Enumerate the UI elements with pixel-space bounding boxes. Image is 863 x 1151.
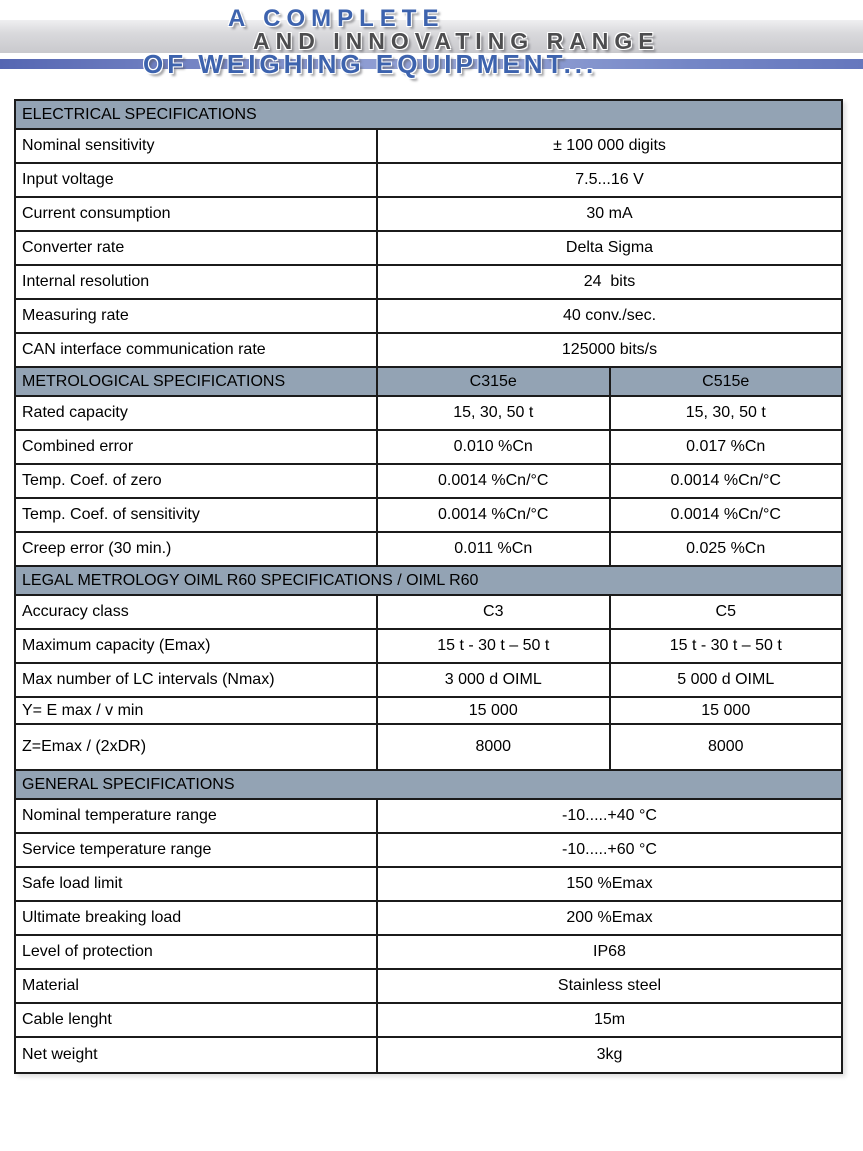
spec-label: Rated capacity: [16, 397, 378, 429]
spec-value: 8000: [707, 738, 744, 755]
spec-row: [16, 725, 841, 771]
spec-row: [16, 164, 841, 198]
spec-value: 5 000 d OIML: [677, 671, 775, 688]
spec-value: 15, 30, 50 t: [378, 397, 611, 429]
spec-value: 0.011 %Cn: [378, 533, 611, 565]
spec-row: [16, 868, 841, 902]
spec-value: -10.....+60 °C: [562, 841, 657, 858]
spec-label: Nominal temperature range: [16, 800, 378, 832]
spec-value: 0.010 %Cn: [378, 431, 611, 463]
spec-value: 15, 30, 50 t: [685, 404, 766, 421]
spec-label: Temp. Coef. of sensitivity: [16, 499, 378, 531]
spec-row: [16, 334, 841, 368]
spec-label: Temp. Coef. of zero: [16, 465, 378, 497]
spec-label: Net weight: [16, 1038, 378, 1072]
section-legal-metrology-oiml-r60: [16, 567, 841, 771]
spec-value: 125000 bits/s: [561, 341, 658, 358]
spec-label: Max number of LC intervals (Nmax): [16, 664, 378, 696]
spec-value: 150 %Emax: [566, 875, 653, 892]
spec-row: [16, 397, 841, 431]
spec-row: [16, 834, 841, 868]
spec-label: Creep error (30 min.): [16, 533, 378, 565]
spec-label: Measuring rate: [16, 300, 378, 332]
section-title: LEGAL METROLOGY OIML R60 SPECIFICATIONS / OIML R60: [22, 571, 479, 589]
spec-row: [16, 130, 841, 164]
spec-value: Stainless steel: [557, 977, 662, 994]
spec-value: -10.....+40 °C: [562, 807, 657, 824]
header-banner: [0, 0, 863, 85]
spec-label: Current consumption: [16, 198, 378, 230]
spec-value: ± 100 000 digits: [553, 137, 666, 154]
spec-value: 0.025 %Cn: [686, 540, 766, 557]
spec-row: [16, 499, 841, 533]
spec-value: 0.0014 %Cn/°C: [378, 465, 611, 497]
section-title: ELECTRICAL SPECIFICATIONS: [22, 105, 257, 123]
spec-label: Level of protection: [16, 936, 378, 968]
spec-label: CAN interface communication rate: [16, 334, 378, 366]
banner-line-1: A COMPLETE: [228, 5, 445, 32]
spec-row: [16, 596, 841, 630]
spec-label: Accuracy class: [16, 596, 378, 628]
spec-row: [16, 300, 841, 334]
spec-row: [16, 1038, 841, 1072]
spec-value: IP68: [593, 943, 626, 960]
spec-value: 15m: [593, 1011, 626, 1028]
spec-value: 15 t - 30 t – 50 t: [378, 630, 611, 662]
spec-value: 0.0014 %Cn/°C: [378, 499, 611, 531]
banner-line-3: OF WEIGHING EQUIPMENT...: [143, 49, 598, 79]
banner-line-2: AND INNOVATING RANGE: [253, 28, 660, 54]
section-metrological: [16, 368, 841, 567]
spec-label: Internal resolution: [16, 266, 378, 298]
spec-value: 3kg: [596, 1046, 623, 1063]
spec-label: Nominal sensitivity: [16, 130, 378, 162]
spec-value: 15 000: [701, 701, 751, 719]
spec-row: [16, 232, 841, 266]
spec-row: [16, 465, 841, 499]
spec-row: [16, 630, 841, 664]
spec-value: 0.0014 %Cn/°C: [670, 506, 781, 523]
spec-value: 15 000: [378, 698, 611, 723]
spec-value: 40 conv./sec.: [562, 307, 657, 324]
spec-row: [16, 664, 841, 698]
spec-value: 7.5...16 V: [575, 171, 644, 188]
spec-table: [14, 99, 843, 1074]
spec-value: 15 t - 30 t – 50 t: [669, 637, 782, 654]
spec-row: [16, 936, 841, 970]
spec-label: Z=Emax / (2xDR): [16, 725, 378, 769]
spec-label: Y= E max / v min: [16, 698, 378, 723]
spec-value: 3 000 d OIML: [378, 664, 611, 696]
spec-value: 30 mA: [586, 205, 633, 222]
spec-row: [16, 970, 841, 1004]
spec-row: [16, 902, 841, 936]
spec-label: Safe load limit: [16, 868, 378, 900]
section-electrical: [16, 101, 841, 368]
spec-label: Combined error: [16, 431, 378, 463]
spec-label: Converter rate: [16, 232, 378, 264]
spec-row: [16, 1004, 841, 1038]
model-column-header: C315e: [378, 368, 611, 395]
section-header: [16, 101, 841, 130]
spec-label: Service temperature range: [16, 834, 378, 866]
section-header: [16, 368, 841, 397]
spec-label: Input voltage: [16, 164, 378, 196]
spec-label: Ultimate breaking load: [16, 902, 378, 934]
spec-value: Delta Sigma: [565, 239, 654, 256]
spec-row: [16, 533, 841, 567]
section-header: [16, 771, 841, 800]
model-column-header: C515e: [702, 372, 750, 390]
spec-value: C5: [715, 603, 736, 620]
spec-value: C3: [378, 596, 611, 628]
spec-row: [16, 266, 841, 300]
spec-value: 0.017 %Cn: [686, 438, 766, 455]
spec-value: 8000: [378, 725, 611, 769]
spec-value: 0.0014 %Cn/°C: [670, 472, 781, 489]
spec-label: Maximum capacity (Emax): [16, 630, 378, 662]
section-header: [16, 567, 841, 596]
spec-value: 200 %Emax: [566, 909, 653, 926]
spec-row: [16, 698, 841, 725]
spec-row: [16, 431, 841, 465]
section-general: [16, 771, 841, 1072]
spec-value: 24 bits: [583, 273, 636, 290]
spec-label: Material: [16, 970, 378, 1002]
section-title: METROLOGICAL SPECIFICATIONS: [16, 368, 378, 395]
spec-label: Cable lenght: [16, 1004, 378, 1036]
spec-row: [16, 800, 841, 834]
section-title: GENERAL SPECIFICATIONS: [22, 775, 235, 793]
spec-row: [16, 198, 841, 232]
